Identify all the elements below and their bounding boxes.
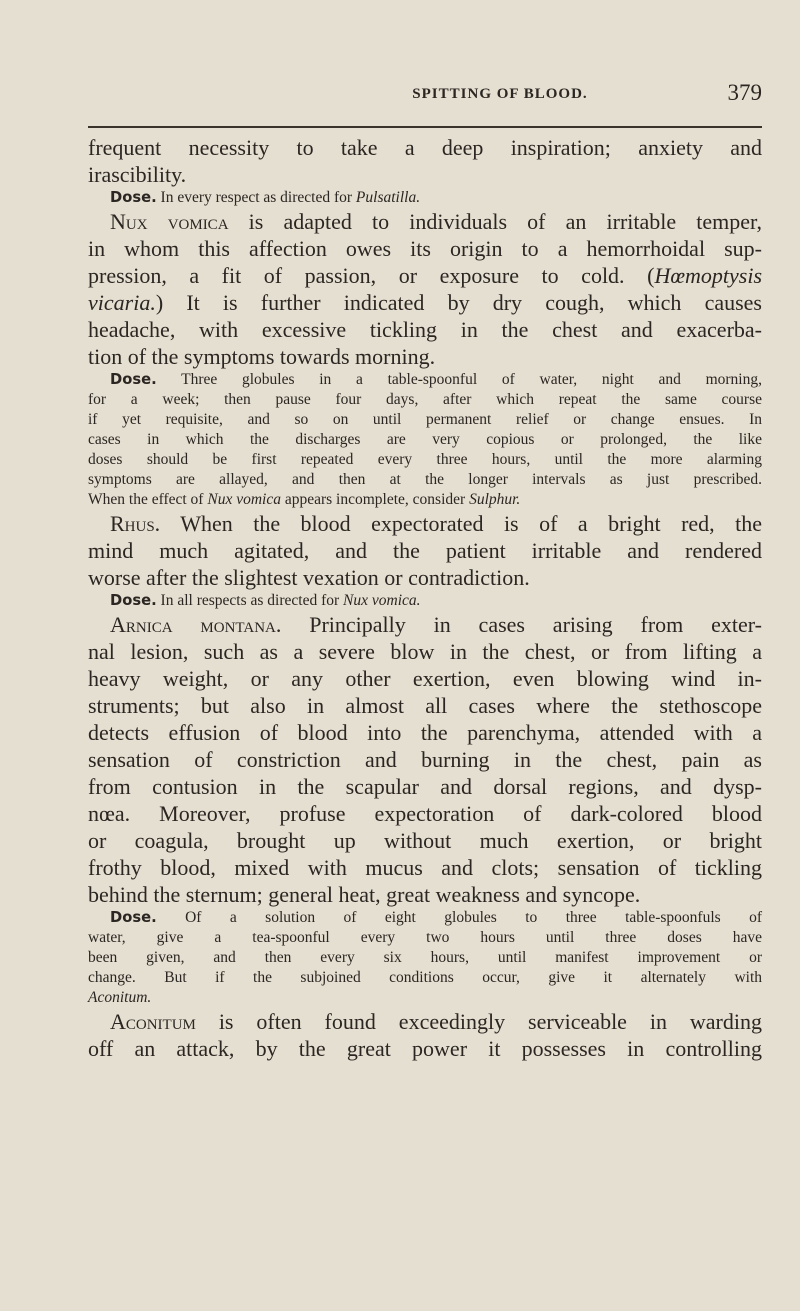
text-line: [88, 611, 762, 638]
text-run: in whom this affection owes its origin to a hemorrhoidal sup-: [88, 236, 762, 261]
text-line: [88, 692, 762, 719]
text-run: been given, and then every six hours, until manifest improvement or: [88, 949, 762, 966]
italic-term: vicaria.: [88, 290, 156, 315]
text-line: [88, 827, 762, 854]
dose-label: Dose.: [110, 189, 157, 206]
text-line: [88, 564, 762, 591]
text-run: When the blood expectorated is of a bright red, the: [160, 511, 762, 536]
text-run: Three globules in a table-spoonful of water, night and morning,: [156, 371, 762, 388]
text-run: symptoms are allayed, and then at the longer intervals as just prescribed.: [88, 471, 762, 488]
text-run: sensation of constriction and burning in the chest, pain as: [88, 747, 762, 772]
text-line: [88, 343, 762, 370]
remedy-name: Nux vomica: [110, 209, 229, 234]
text-run: Of a solution of eight globules to three table-spoonfuls of: [156, 909, 762, 926]
text-line: [88, 988, 762, 1008]
text-run: is adapted to individuals of an irritable temper,: [228, 209, 763, 234]
text-line: [88, 450, 762, 470]
text-line: [88, 235, 762, 262]
text-line: [88, 1035, 762, 1062]
text-run: for a week; then pause four days, after which repeat the same course: [88, 391, 762, 408]
text-run: tion of the symptoms towards morning.: [88, 344, 436, 369]
text-run: In all respects as directed for: [156, 592, 344, 609]
text-line: [88, 881, 762, 908]
text-line: [88, 208, 762, 235]
header-rule: [88, 126, 762, 128]
text-run: appears incomplete, consider: [280, 491, 470, 508]
text-run: irascibility.: [88, 162, 187, 187]
text-line: [88, 968, 762, 988]
text-line: [88, 430, 762, 450]
italic-term: Sulphur.: [469, 491, 521, 508]
text-line: [88, 746, 762, 773]
text-line: [88, 1008, 762, 1035]
text-run: heavy weight, or any other exertion, even blowing wind in-: [88, 666, 762, 691]
text-line: [88, 316, 762, 343]
text-run: nal lesion, such as a severe blow in the chest, or from lifting a: [88, 639, 762, 664]
italic-term: Hœmoptysis: [654, 263, 762, 288]
text-run: mind much agitated, and the patient irritable and rendered: [88, 538, 762, 563]
text-run: struments; but also in almost all cases where the stethoscope: [88, 693, 762, 718]
text-line: [88, 289, 762, 316]
remedy-name: Arnica montana.: [110, 612, 282, 637]
text-line: [88, 134, 762, 161]
italic-term: Pulsatilla.: [355, 189, 421, 206]
text-run: cases in which the discharges are very copious or prolonged, the like: [88, 431, 762, 448]
text-line: [88, 948, 762, 968]
text-line: [88, 510, 762, 537]
remedy-name: Rhus.: [110, 511, 161, 536]
text-line: [88, 262, 762, 289]
text-run: water, give a tea-spoonful every two hours until three doses have: [88, 929, 762, 946]
text-line: [88, 773, 762, 800]
page-header: [88, 80, 762, 112]
text-run: detects effusion of blood into the parenchyma, attended with a: [88, 720, 762, 745]
body-text: [88, 134, 762, 1062]
dose-label: Dose.: [110, 909, 157, 926]
text-run: doses should be first repeated every three hours, until the more alarming: [88, 451, 762, 468]
text-run: change. But if the subjoined conditions occur, give it alternately with: [88, 969, 762, 986]
text-run: ) It is further indicated by dry cough, which causes: [155, 290, 762, 315]
text-run: behind the sternum; general heat, great weakness and syncope.: [88, 882, 641, 907]
text-run: worse after the slightest vexation or contradiction.: [88, 565, 530, 590]
text-run: In every respect as directed for: [156, 189, 356, 206]
italic-term: Nux vomica: [207, 491, 281, 508]
text-line: [88, 638, 762, 665]
text-line: [88, 665, 762, 692]
dose-label: Dose.: [110, 592, 157, 609]
italic-term: Aconitum.: [88, 989, 152, 1006]
text-line: [88, 370, 762, 390]
text-line: [88, 908, 762, 928]
page-number: 379: [727, 80, 762, 105]
text-run: nœa. Moreover, profuse expectoration of dark-colored blood: [88, 801, 762, 826]
text-line: [88, 490, 762, 510]
text-line: [88, 719, 762, 746]
text-line: [88, 591, 762, 611]
text-run: frothy blood, mixed with mucus and clots; sensation of tickling: [88, 855, 762, 880]
text-run: Principally in cases arising from exter-: [281, 612, 762, 637]
text-run: off an attack, by the great power it possesses in controlling: [88, 1036, 762, 1061]
running-title: SPITTING OF BLOOD.: [412, 86, 588, 102]
text-run: or coagula, brought up without much exertion, or bright: [88, 828, 762, 853]
text-run: pression, a fit of passion, or exposure to cold. (: [88, 263, 655, 288]
text-line: [88, 410, 762, 430]
text-line: [88, 537, 762, 564]
text-line: [88, 188, 762, 208]
text-line: [88, 390, 762, 410]
text-run: if yet requisite, and so on until permanent relief or change ensues. In: [88, 411, 762, 428]
text-line: [88, 928, 762, 948]
text-run: frequent necessity to take a deep inspiration; anxiety and: [88, 135, 762, 160]
text-line: [88, 161, 762, 188]
text-run: When the effect of: [88, 491, 208, 508]
italic-term: Nux vomica.: [343, 592, 421, 609]
text-line: [88, 470, 762, 490]
text-run: from contusion in the scapular and dorsal regions, and dysp-: [88, 774, 762, 799]
text-line: [88, 854, 762, 881]
text-line: [88, 800, 762, 827]
dose-label: Dose.: [110, 371, 157, 388]
text-run: headache, with excessive tickling in the chest and exacerba-: [88, 317, 762, 342]
remedy-name: Aconitum: [110, 1009, 196, 1034]
text-run: is often found exceedingly serviceable in warding: [195, 1009, 762, 1034]
